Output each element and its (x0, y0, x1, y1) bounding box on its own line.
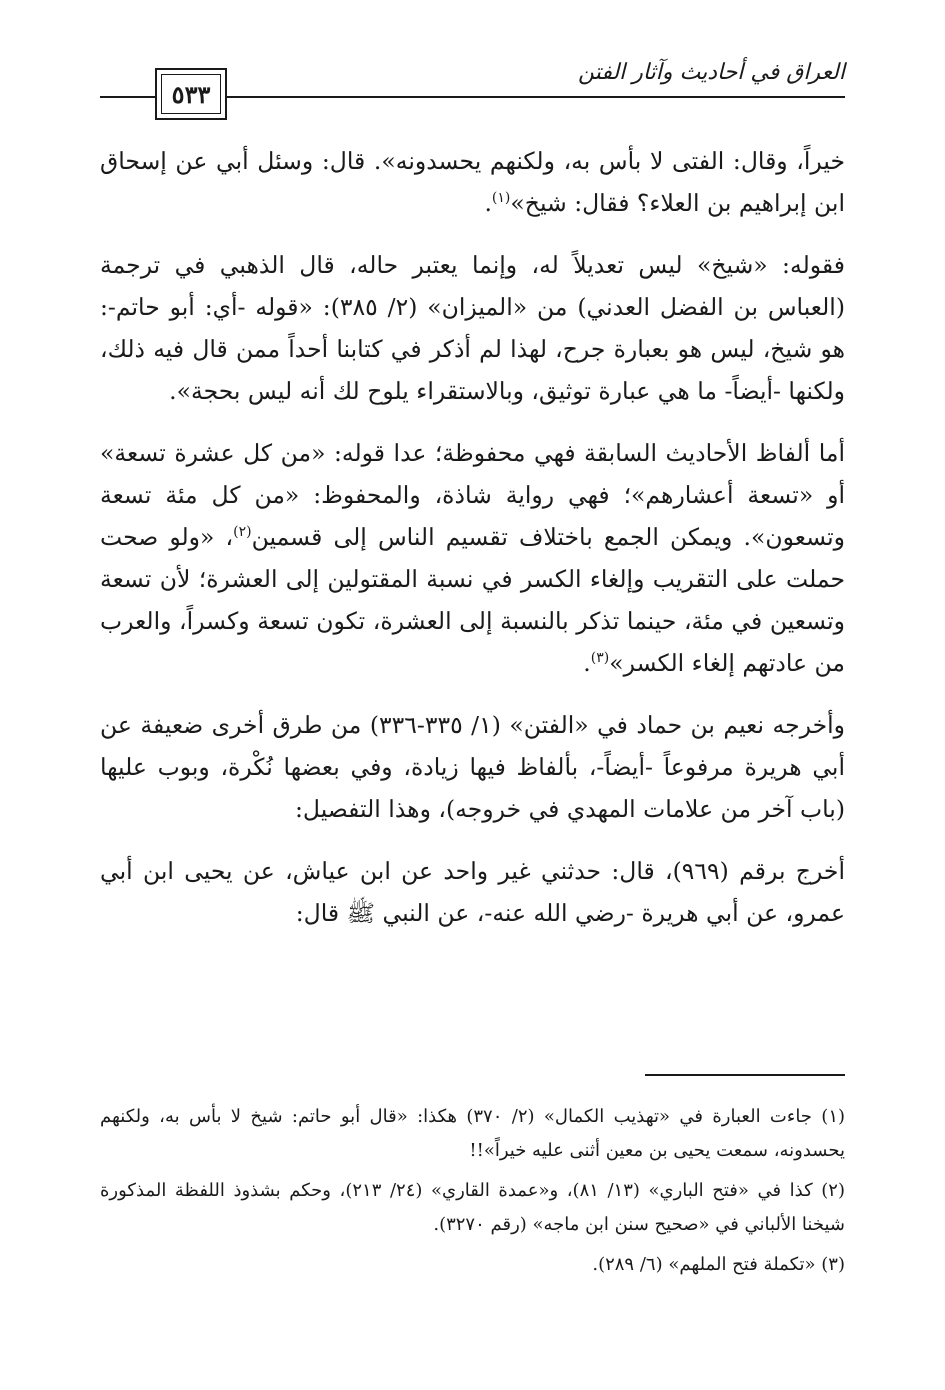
book-title: العراق في أحاديث وآثار الفتن (568, 60, 845, 85)
paragraph (100, 140, 845, 224)
paragraph-text: خيراً، وقال: الفتى لا بأس به، ولكنهم يحسدونه». قال: وسئل أبي عن إسحاق ابن إبراهيم بن العلاء؟ فقال: شيخ» (100, 147, 845, 217)
page-header (100, 58, 845, 118)
footnote-ref: (٣) (590, 650, 610, 667)
paragraph (100, 432, 845, 684)
page-number-frame (155, 68, 227, 120)
footnote: (١) جاءت العبارة في «تهذيب الكمال» (٢/ ٣٧٠) هكذا: «قال أبو حاتم: شيخ لا بأس به، ولكنهم يحسدونه، سمعت يحيى بن معين أثنى عليه خيراً»!! (100, 1106, 846, 1161)
footnote-ref: (١) (491, 190, 511, 207)
paragraph-tail: . (484, 189, 492, 217)
paragraph-text: وأخرجه نعيم بن حماد في «الفتن» (١/ ٣٣٥-٣٣٦) من طرق أخرى ضعيفة عن أبي هريرة مرفوعاً -أيضاً-، بألفاظ فيها زيادة، وفي بعضها نُكْرة، وبوب عليها (باب آخر من علامات المهدي في خروجه)، وهذا التفصيل: (100, 711, 845, 823)
paragraph-text: فقوله: «شيخ» ليس تعديلاً له، وإنما يعتبر حاله، قال الذهبي في ترجمة (العباس بن الفضل العدني) من «الميزان» (٢/ ٣٨٥): «قوله -أي: أبو حاتم-: هو شيخ، ليس هو بعبارة جرح، لهذا لم أذكر في كتابنا أحداً ممن قال فيه ذلك، ولكنها -أيضاً- ما هي عبارة توثيق، وبالاستقراء يلوح لك أنه ليس بحجة». (100, 251, 846, 405)
main-text (100, 140, 845, 954)
footnote-ref: (٢) (233, 524, 252, 541)
paragraph-tail: . (583, 649, 591, 677)
paragraph (100, 850, 845, 934)
footnotes (100, 1100, 845, 1288)
page-number: ٥٣٣ (161, 74, 221, 114)
footnote: (٣) «تكملة فتح الملهم» (٦/ ٢٨٩). (592, 1254, 845, 1275)
paragraph (100, 244, 845, 412)
footnote: (٢) كذا في «فتح الباري» (١٣/ ٨١)، و«عمدة القاري» (٢٤/ ٢١٣)، وحكم بشذوذ اللفظة المذكورة شيخنا الألباني في «صحيح سنن ابن ماجه» (رقم ٣٢٧٠). (100, 1180, 845, 1235)
paragraph-text: أما ألفاظ الأحاديث السابقة فهي محفوظة؛ عدا قوله: «من كل عشرة تسعة» أو «تسعة أعشارهم»؛ فهي رواية شاذة، والمحفوظ: «من كل مئة تسعة وتسعون». ويمكن الجمع باختلاف تقسيم الناس إلى قسمين (100, 439, 845, 551)
paragraph (100, 704, 845, 830)
footnote-separator (645, 1074, 845, 1076)
paragraph-text: أخرج برقم (٩٦٩)، قال: حدثني غير واحد عن ابن عياش، عن يحيى ابن أبي عمرو، عن أبي هريرة -رضي الله عنه-، عن النبي ﷺ قال: (100, 857, 845, 927)
paragraph-tail: ، «ولو صحت حملت على التقريب وإلغاء الكسر في نسبة المقتولين إلى العشرة؛ لأن تسعة وتسعين في مئة، حينما تذكر بالنسبة إلى العشرة، تكون تسعة وكسراً، والعرب من عادتهم إلغاء الكسر» (100, 523, 845, 677)
